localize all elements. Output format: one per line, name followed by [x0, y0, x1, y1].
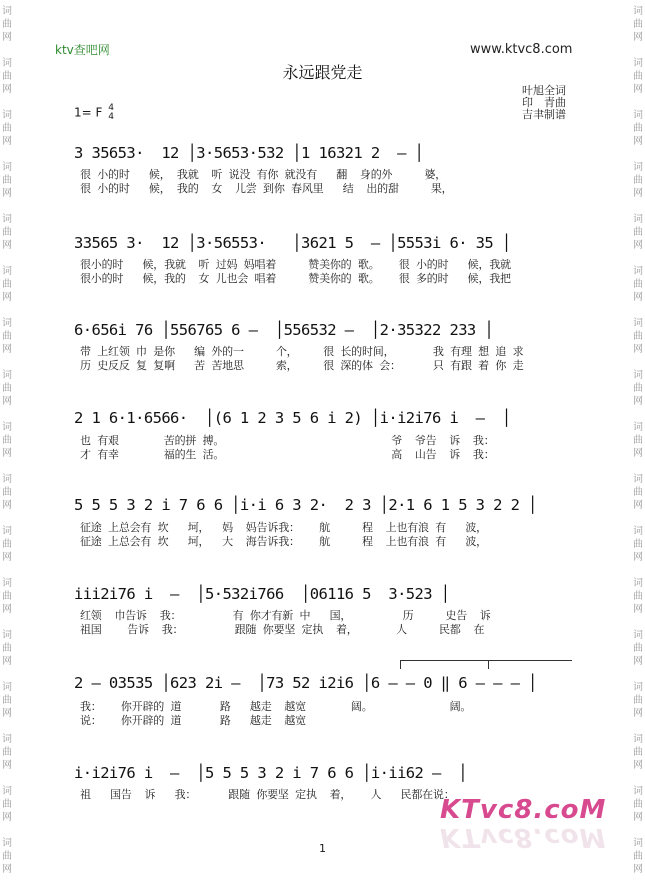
margin-watermark-char: 网: [2, 500, 12, 511]
lyric-line: 祖国 告诉 我： 跟随 你要坚 定执 着， 人 民都 在: [80, 623, 485, 636]
margin-watermark-char: 词: [2, 266, 12, 277]
margin-watermark-char: 曲: [2, 175, 12, 186]
margin-watermark-char: 词: [633, 266, 643, 277]
notation-line: 2 — 03535 │623 2i — │73 52 i2i6 │6 — — 0 ‖ 6 — — — │: [74, 674, 537, 692]
margin-watermark-char: 曲: [633, 539, 643, 550]
margin-watermark-char: 曲: [2, 227, 12, 238]
notation-line: 33565 3· 12 │3·56553· │3621 5 — │5553i 6· 35 │: [74, 234, 511, 252]
margin-watermark-char: 曲: [633, 19, 643, 30]
margin-watermark-char: 网: [633, 812, 643, 823]
margin-watermark-char: 曲: [2, 747, 12, 758]
margin-watermark-char: 词: [2, 6, 12, 17]
margin-watermark-char: 网: [2, 864, 12, 875]
lyric-line: 红领 巾告诉 我： 有 你才有新 中 国， 历 史告 诉: [80, 609, 491, 622]
margin-watermark-char: 词: [2, 526, 12, 537]
site-url: www.ktvc8.com: [470, 42, 573, 57]
lyric-line: 很 小的时 候， 我就 听 说没 有你 就没有 翻 身的外 婆，: [80, 168, 447, 181]
ktvc8-logo-reflection: KTvc8.coM: [440, 822, 607, 852]
margin-watermark-char: 网: [633, 32, 643, 43]
margin-watermark-char: 曲: [633, 591, 643, 602]
margin-watermark-char: 网: [633, 500, 643, 511]
lyric-line: 征途 上总会有 坎 坷， 妈 妈告诉我： 航 程 上也有浪 有 波，: [80, 521, 487, 534]
notation-line: 6·656i 76 │556765 6 — │556532 — │2·35322 233 │: [74, 321, 494, 339]
margin-watermark-char: 网: [2, 32, 12, 43]
margin-watermark-char: 词: [2, 422, 12, 433]
margin-watermark-char: 词: [2, 578, 12, 589]
ktvc8-logo: KTvc8.coM: [440, 795, 607, 825]
margin-watermark-char: 词: [2, 786, 12, 797]
margin-watermark-char: 词: [633, 838, 643, 849]
margin-watermark-char: 词: [633, 58, 643, 69]
margin-watermark-char: 网: [633, 136, 643, 147]
margin-watermark-char: 网: [633, 760, 643, 771]
margin-watermark-char: 曲: [2, 591, 12, 602]
margin-watermark-char: 词: [2, 110, 12, 121]
margin-watermark-char: 网: [2, 136, 12, 147]
margin-watermark-char: 词: [633, 214, 643, 225]
margin-watermark-char: 网: [2, 760, 12, 771]
margin-watermark-char: 曲: [2, 799, 12, 810]
margin-watermark-char: 网: [633, 240, 643, 251]
lyric-line: 我： 你开辟的 道 路 越走 越宽 阔。 阔。: [80, 700, 472, 713]
first-ending-bracket: [400, 660, 489, 669]
page-number: 1: [319, 842, 326, 855]
margin-watermark-char: 词: [633, 318, 643, 329]
margin-watermark-char: 曲: [2, 383, 12, 394]
margin-watermark-char: 曲: [633, 123, 643, 134]
margin-watermark-char: 曲: [633, 487, 643, 498]
margin-watermark-char: 词: [2, 58, 12, 69]
margin-watermark-char: 词: [2, 734, 12, 745]
margin-watermark-char: 词: [2, 214, 12, 225]
margin-watermark-char: 词: [633, 526, 643, 537]
margin-watermark-char: 网: [2, 552, 12, 563]
margin-watermark-char: 词: [633, 474, 643, 485]
margin-watermark-char: 词: [2, 682, 12, 693]
margin-watermark-char: 词: [633, 422, 643, 433]
margin-watermark-char: 网: [633, 344, 643, 355]
right-margin-watermark: [631, 0, 645, 891]
time-sig-bottom: 4: [108, 112, 114, 122]
margin-watermark-char: 网: [633, 188, 643, 199]
margin-watermark-char: 曲: [633, 435, 643, 446]
margin-watermark-char: 网: [633, 864, 643, 875]
margin-watermark-char: 曲: [2, 487, 12, 498]
margin-watermark-char: 网: [2, 396, 12, 407]
margin-watermark-char: 网: [2, 812, 12, 823]
margin-watermark-char: 网: [633, 552, 643, 563]
margin-watermark-char: 网: [2, 708, 12, 719]
lyric-line: 很小的时 候，我就 听 过妈 妈唱着 赞美你的 歌。 很 小的时 候，我就: [80, 258, 511, 271]
margin-watermark-char: 网: [2, 240, 12, 251]
song-title: 永远跟党走: [282, 63, 363, 82]
margin-watermark-char: 曲: [633, 331, 643, 342]
margin-watermark-char: 词: [633, 630, 643, 641]
margin-watermark-char: 曲: [633, 71, 643, 82]
margin-watermark-char: 词: [633, 682, 643, 693]
margin-watermark-char: 网: [2, 292, 12, 303]
lyric-line: 很 小的时 候， 我的 女 儿尝 到你 春风里 结 出的甜 果，: [80, 182, 453, 195]
margin-watermark-char: 曲: [633, 695, 643, 706]
credit-composer: 印 青曲: [522, 96, 566, 109]
margin-watermark-char: 词: [2, 838, 12, 849]
margin-watermark-char: 词: [2, 318, 12, 329]
margin-watermark-char: 词: [633, 786, 643, 797]
margin-watermark-char: 网: [2, 604, 12, 615]
margin-watermark-char: 词: [633, 110, 643, 121]
lyric-line: 带 上红领 巾 是你 编 外的一 个， 很 长的时间， 我 有理 想 追 求: [80, 345, 524, 358]
margin-watermark-char: 词: [2, 474, 12, 485]
margin-watermark-char: 词: [633, 162, 643, 173]
margin-watermark-char: 网: [633, 292, 643, 303]
margin-watermark-char: 网: [633, 656, 643, 667]
lyric-line: 征途 上总会有 坎 坷， 大 海告诉我： 航 程 上也有浪 有 波，: [80, 535, 487, 548]
lyric-line: 历 史反反 复 复啊 苦 苦地思 索， 很 深的体 会： 只 有跟 着 你 走: [80, 359, 524, 372]
brand-label: ktv查吧网: [55, 43, 110, 57]
key-signature: [74, 104, 114, 122]
margin-watermark-char: 曲: [633, 799, 643, 810]
margin-watermark-char: 曲: [633, 227, 643, 238]
margin-watermark-char: 网: [2, 448, 12, 459]
margin-watermark-char: 网: [633, 708, 643, 719]
margin-watermark-char: 网: [633, 84, 643, 95]
margin-watermark-char: 曲: [633, 851, 643, 862]
lyric-line: 很小的时 候，我的 女 儿也会 唱着 赞美你的 歌。 很 多的时 候，我把: [80, 272, 511, 285]
margin-watermark-char: 曲: [2, 539, 12, 550]
notation-line: 3 35653· 12 │3·5653·532 │1 16321 2 — │: [74, 144, 424, 162]
margin-watermark-char: 曲: [2, 851, 12, 862]
margin-watermark-char: 曲: [633, 279, 643, 290]
margin-watermark-char: 网: [2, 656, 12, 667]
credit-transcriber: 吉聿制谱: [522, 108, 566, 121]
margin-watermark-char: 词: [633, 578, 643, 589]
margin-watermark-char: 网: [2, 344, 12, 355]
margin-watermark-char: 词: [2, 370, 12, 381]
margin-watermark-char: 曲: [2, 123, 12, 134]
margin-watermark-char: 网: [633, 396, 643, 407]
notation-line: 2 1 6·1·6566· │(6 1 2 3 5 6 i 2) │i·i2i76 i — │: [74, 409, 511, 427]
margin-watermark-char: 网: [2, 84, 12, 95]
lyric-line: 才 有幸 福的生 活。 高 山告 诉 我：: [80, 448, 495, 461]
margin-watermark-char: 词: [2, 162, 12, 173]
margin-watermark-char: 曲: [2, 331, 12, 342]
margin-watermark-char: 曲: [2, 695, 12, 706]
margin-watermark-char: 曲: [633, 383, 643, 394]
notation-line: 5 5 5 3 2 i 7 6 6 │i·i 6 3 2· 2 3 │2·1 6 1 5 3 2 2 │: [74, 496, 537, 514]
margin-watermark-char: 网: [2, 188, 12, 199]
time-sig-top: 4: [108, 103, 114, 113]
margin-watermark-char: 曲: [2, 435, 12, 446]
margin-watermark-char: 网: [633, 448, 643, 459]
lyric-line: 祖 国告 诉 我： 跟随 你要坚 定执 着， 人 民都在说：: [80, 788, 455, 801]
margin-watermark-char: 曲: [2, 643, 12, 654]
margin-watermark-char: 网: [633, 604, 643, 615]
margin-watermark-char: 曲: [2, 19, 12, 30]
second-ending-bracket: [488, 660, 572, 669]
key-label: 1= F: [74, 105, 103, 120]
margin-watermark-char: 曲: [2, 71, 12, 82]
margin-watermark-char: 词: [633, 6, 643, 17]
lyric-line: 说： 你开辟的 道 路 越走 越宽: [80, 714, 306, 727]
left-margin-watermark: [0, 0, 14, 891]
margin-watermark-char: 曲: [633, 747, 643, 758]
time-signature: [108, 104, 114, 122]
notation-line: iii2i76 i — │5·532i766 │06116 5 3·523 │: [74, 585, 450, 603]
margin-watermark-char: 词: [633, 370, 643, 381]
margin-watermark-char: 曲: [2, 279, 12, 290]
margin-watermark-char: 曲: [633, 643, 643, 654]
margin-watermark-char: 词: [633, 734, 643, 745]
margin-watermark-char: 词: [2, 630, 12, 641]
notation-line: i·i2i76 i — │5 5 5 3 2 i 7 6 6 │i·ii62 — │: [74, 764, 467, 782]
lyric-line: 也 有艰 苦的拼 搏。 爷 爷告 诉 我：: [80, 434, 495, 447]
credit-lyricist: 叶旭全词: [522, 84, 566, 97]
margin-watermark-char: 曲: [633, 175, 643, 186]
